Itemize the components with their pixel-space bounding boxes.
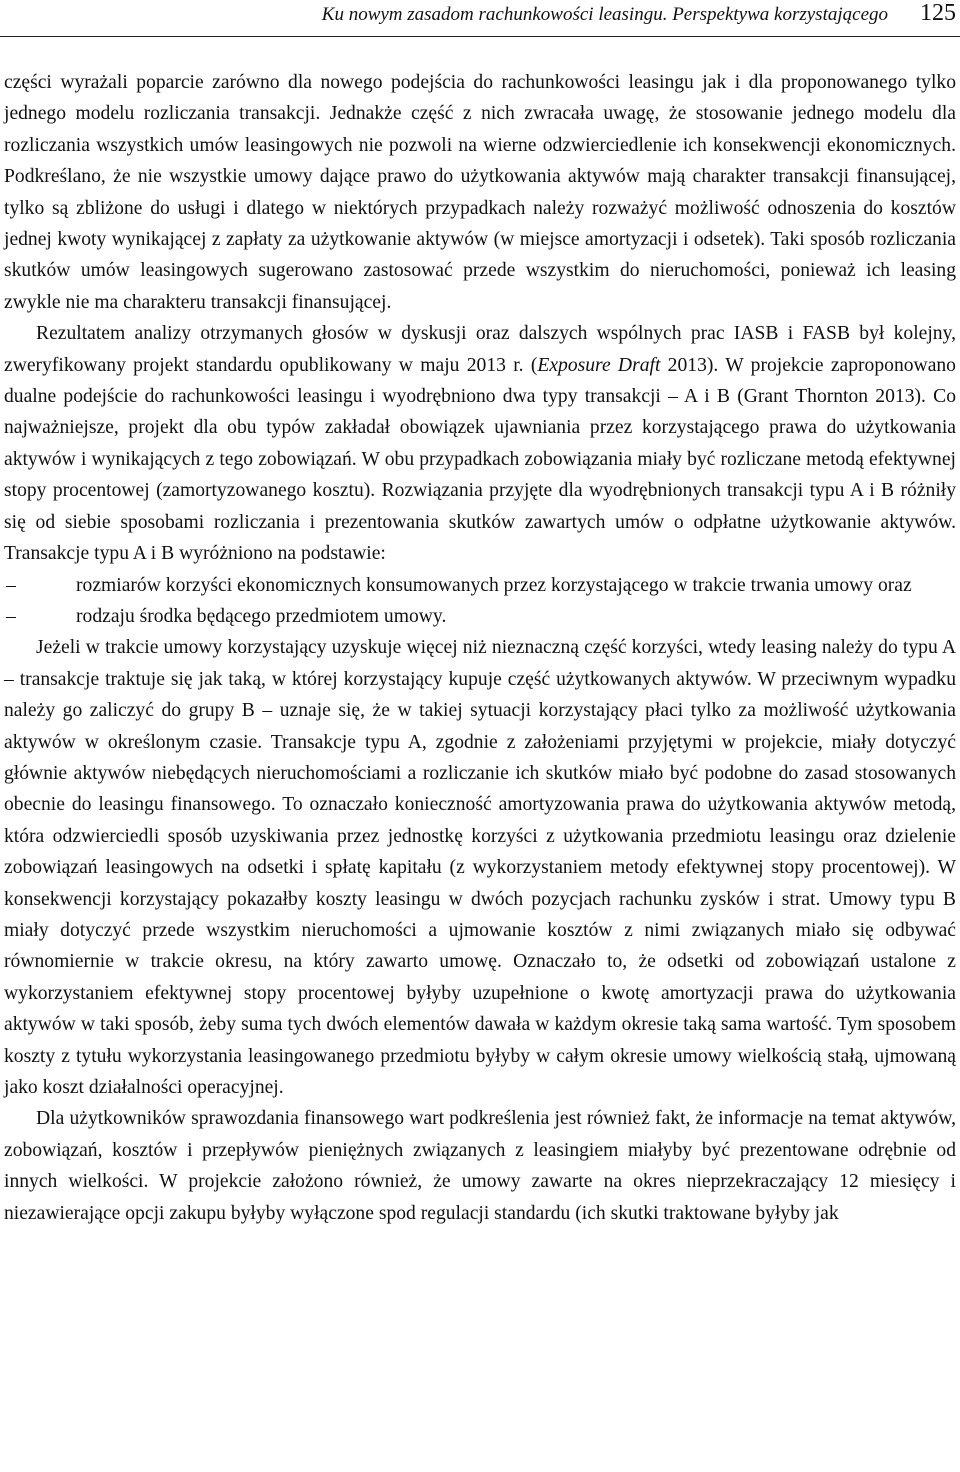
page-number: 125	[920, 0, 956, 26]
list-item-text: rodzaju środka będącego przedmiotem umowy.	[76, 605, 447, 627]
paragraph-2	[4, 318, 956, 569]
header-rule	[0, 36, 960, 37]
paragraph-1-text: części wyrażali poparcie zarówno dla nowego podejścia do rachunkowości leasingu jak i dla proponowanego tylko jednego modelu rozliczania transakcji. Jednakże część z nich zwracała uwagę, że stosowanie jednego modelu dla rozliczania wszystkich umów leasingowych nie pozwoli na wierne odzwierciedlenie ich konsekwencji ekonomicznych. Podkreślano, że nie wszystkie umowy dające prawo do użytkowania aktywów mają charakter transakcji finansującej, tylko są zbliżone do usługi i dlatego w niektórych przypadkach należy rozważyć możliwość odnoszenia do kosztów jednej kwoty wynikającej z zapłaty za użytkowanie aktywów (w miejsce amortyzacji i odsetek). Taki sposób rozliczania skutków umów leasingowych sugerowano zastosować przede wszystkim do nieruchomości, ponieważ ich leasing zwykle nie ma charakteru transakcji finansującej.	[4, 72, 956, 313]
dash-marker: –	[6, 605, 16, 627]
paragraph-2-text-before: Rezultatem analizy otrzymanych głosów w dyskusji oraz dalszych wspólnych prac IASB i FASB był kolejny, zweryfikowany projekt standardu opublikowany w maju 2013 r. (	[4, 323, 956, 376]
running-title: Ku nowym zasadom rachunkowości leasingu. Perspektywa korzystającego	[321, 4, 888, 25]
body-text	[4, 67, 956, 1229]
list-item	[4, 601, 956, 632]
paragraph-4	[4, 1103, 956, 1229]
paragraph-4-text: Dla użytkowników sprawozdania finansowego wart podkreślenia jest również fakt, że informacje na temat aktywów, zobowiązań, kosztów i przepływów pieniężnych związanych z leasingiem miałyby być prezentowane odrębnie od innych wielkości. W projekcie założono również, że umowy zawarte na okres nieprzekraczający 12 miesięcy i niezawierające opcji zakupu byłyby wyłączone spod regulacji standardu (ich skutki traktowane byłyby jak	[4, 1108, 956, 1224]
list-item-text: rozmiarów korzyści ekonomicznych konsumowanych przez korzystającego w trakcie trwania umowy oraz	[76, 574, 912, 596]
paragraph-2-text-after: 2013). W projekcie zaproponowano dualne podejście do rachunkowości leasingu i wyodrębniono dwa typy transakcji – A i B (Grant Thornton 2013). Co najważniejsze, projekt dla obu typów zakładał obowiązek ujawniania przez korzystającego prawa do użytkowania aktywów i wynikających z tego zobowiązań. W obu przypadkach zobowiązania miały być rozliczane metodą efektywnej stopy procentowej (zamortyzowanego kosztu). Rozwiązania przyjęte dla wyodrębnionych transakcji typu A i B różniły się od siebie sposobami rozliczania i prezentowania skutków zawartych umów o odpłatne użytkowanie aktywów. Transakcje typu A i B wyróżniono na podstawie:	[4, 354, 956, 565]
list-item	[4, 570, 956, 601]
criteria-list	[4, 570, 956, 633]
exposure-draft-title: Exposure Draft	[537, 354, 661, 376]
paragraph-3	[4, 632, 956, 1103]
paragraph-1	[4, 67, 956, 318]
paragraph-3-text: Jeżeli w trakcie umowy korzystający uzyskuje więcej niż nieznaczną część korzyści, wtedy leasing należy do typu A – transakcje traktuje się jak taką, w której korzystający kupuje część użytkowanych aktywów. W przeciwnym wypadku należy go zaliczyć do grupy B – uznaje się, że w takiej sytuacji korzystający płaci tylko za możliwość użytkowania aktywów w określonym czasie. Transakcje typu A, zgodnie z założeniami przyjętymi w projekcie, miały dotyczyć głównie aktywów niebędących nieruchomościami a rozliczanie ich skutków miało być podobne do zasad stosowanych obecnie do leasingu finansowego. To oznaczało konieczność amortyzowania prawa do użytkowania aktywów metodą, która odzwierciedli sposób uzyskiwania przez jednostkę korzyści z użytkowania przedmiotu leasingu oraz dzielenie zobowiązań leasingowych na odsetki i spłatę kapitału (z wykorzystaniem metody efektywnej stopy procentowej). W konsekwencji korzystający pokazałby koszty leasingu w dwóch pozycjach rachunku zysków i strat. Umowy typu B miały dotyczyć przede wszystkim nieruchomości a ujmowanie kosztów z nimi związanych miało się odbywać równomiernie w trakcie okresu, na który zawarto umowę. Oznaczało to, że odsetki od zobowiązań ustalone z wykorzystaniem efektywnej stopy procentowej byłyby uzupełnione o kwotę amortyzacji prawa do użytkowania aktywów w taki sposób, żeby suma tych dwóch elementów dawała w każdym okresie taką sama wartość. Tym sposobem koszty z tytułu wykorzystania leasingowanego przedmiotu byłyby w całym okresie umowy wielkością stałą, ujmowaną jako koszt działalności operacyjnej.	[4, 637, 956, 1098]
dash-marker: –	[6, 574, 16, 596]
running-header	[0, 0, 960, 34]
